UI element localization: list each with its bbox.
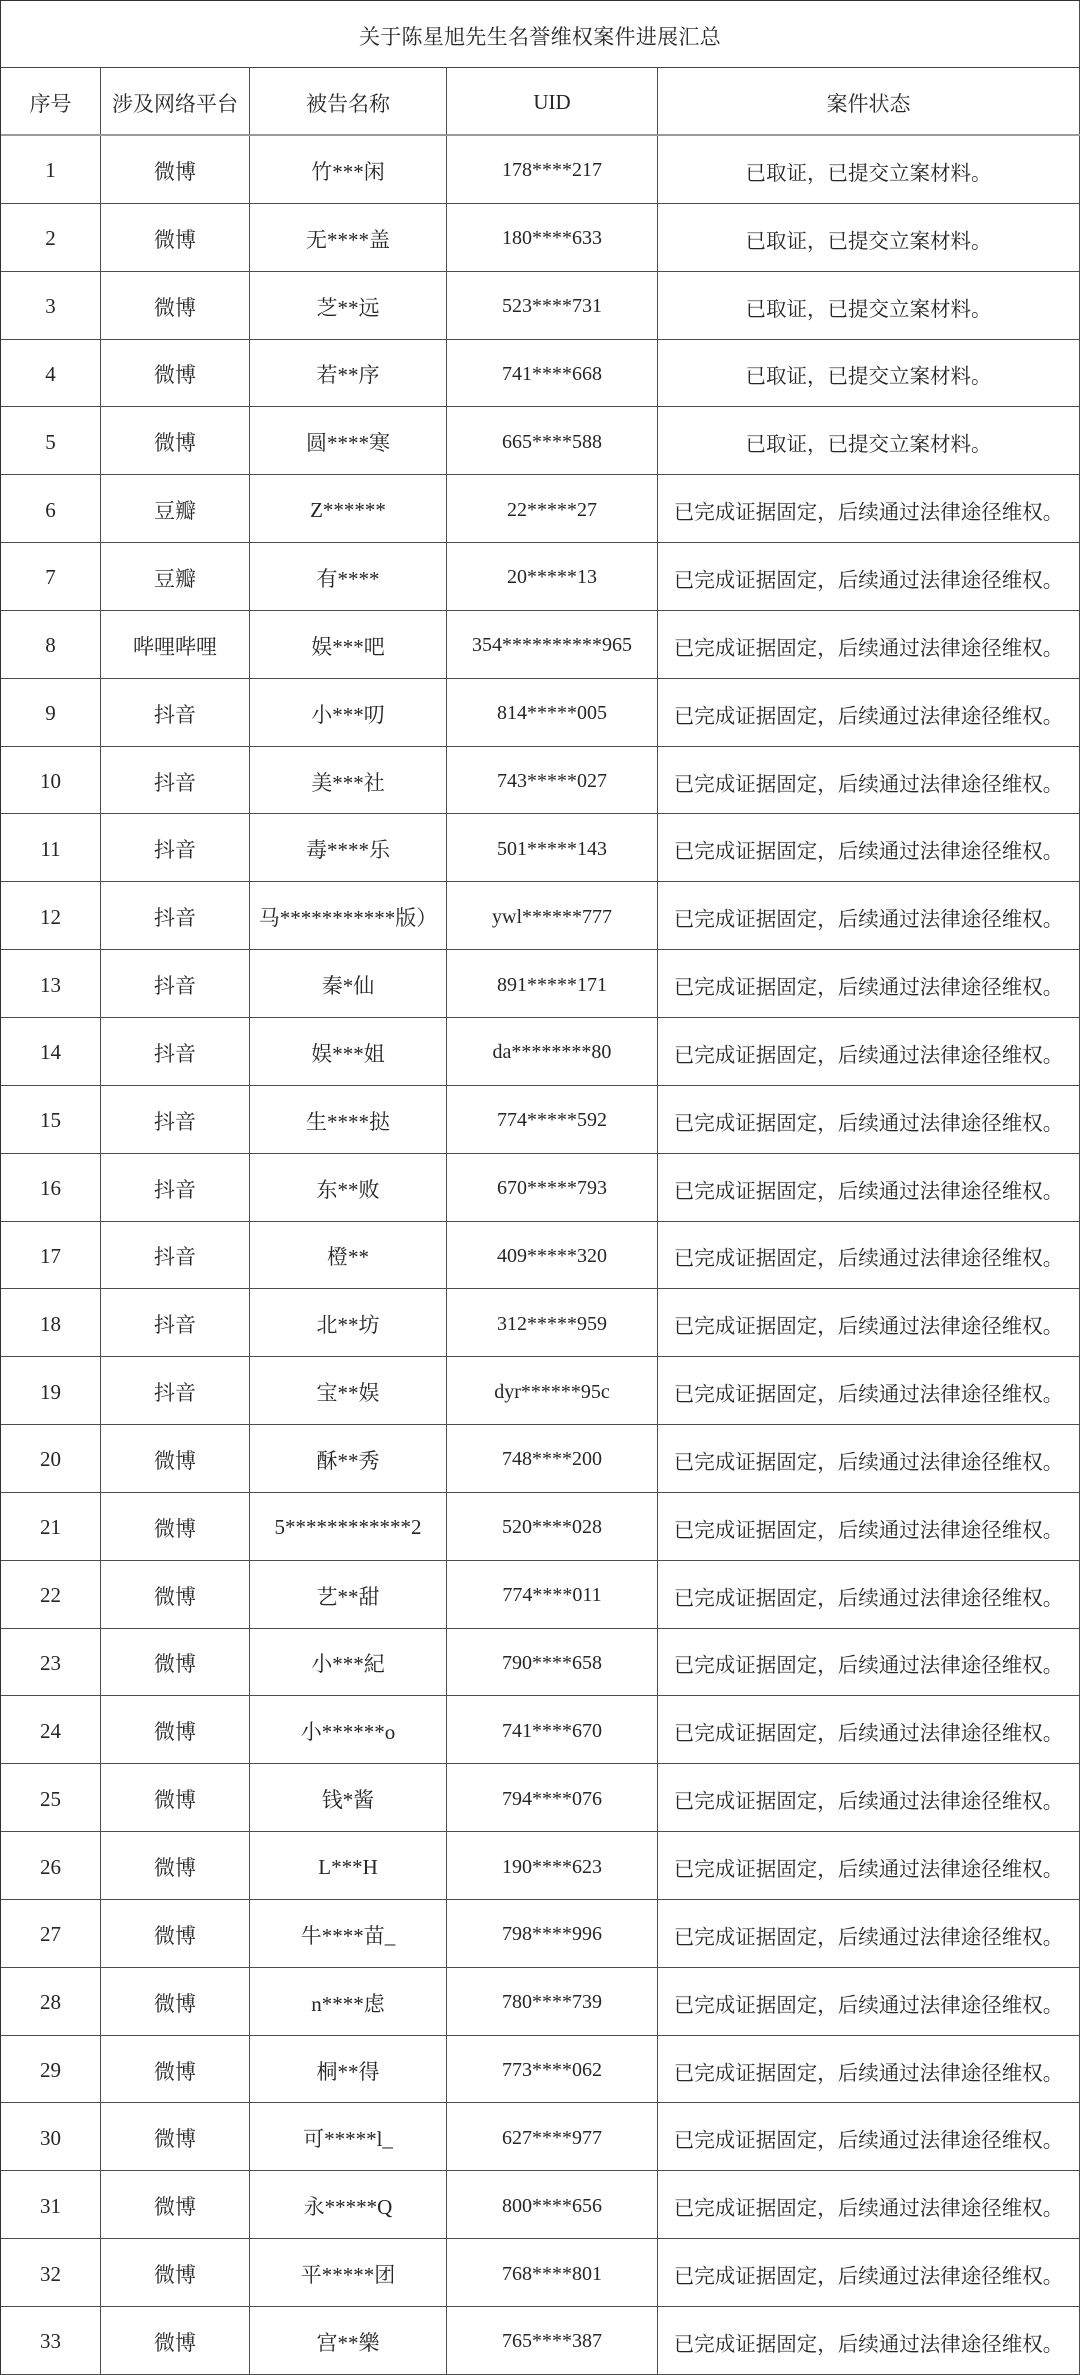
table-row <box>1 2307 1080 2375</box>
row-platform: 抖音 <box>101 1154 250 1221</box>
header-index: 序号 <box>1 68 101 134</box>
row-uid: 748****200 <box>447 1425 658 1492</box>
row-platform: 抖音 <box>101 950 250 1017</box>
row-platform: 抖音 <box>101 1289 250 1356</box>
row-defendant: 秦*仙 <box>250 950 447 1017</box>
row-platform: 抖音 <box>101 1222 250 1289</box>
table-title-row <box>1 1 1080 68</box>
row-status: 已完成证据固定，后续通过法律途径维权。 <box>658 1154 1080 1221</box>
row-status: 已完成证据固定，后续通过法律途径维权。 <box>658 679 1080 746</box>
row-uid: 891*****171 <box>447 950 658 1017</box>
row-uid: 741****670 <box>447 1696 658 1763</box>
row-uid: 814*****005 <box>447 679 658 746</box>
row-index: 7 <box>1 543 101 610</box>
row-status: 已完成证据固定，后续通过法律途径维权。 <box>658 1968 1080 2035</box>
table-row <box>1 2171 1080 2239</box>
row-defendant: L***H <box>250 1832 447 1899</box>
row-platform: 抖音 <box>101 814 250 881</box>
row-uid: 780****739 <box>447 1968 658 2035</box>
row-uid: 180****633 <box>447 204 658 271</box>
row-platform: 微博 <box>101 204 250 271</box>
row-defendant: 毒****乐 <box>250 814 447 881</box>
row-uid: 312*****959 <box>447 1289 658 1356</box>
row-index: 1 <box>1 136 101 203</box>
row-index: 30 <box>1 2103 101 2170</box>
row-index: 6 <box>1 475 101 542</box>
table-row <box>1 1289 1080 1357</box>
row-status: 已取证，已提交立案材料。 <box>658 136 1080 203</box>
row-platform: 微博 <box>101 1629 250 1696</box>
row-uid: 743*****027 <box>447 747 658 814</box>
row-status: 已完成证据固定，后续通过法律途径维权。 <box>658 1493 1080 1560</box>
row-defendant: 小***紀 <box>250 1629 447 1696</box>
row-uid: 790****658 <box>447 1629 658 1696</box>
row-uid: 741****668 <box>447 340 658 407</box>
row-uid: 627****977 <box>447 2103 658 2170</box>
row-platform: 微博 <box>101 407 250 474</box>
header-defendant: 被告名称 <box>250 68 447 134</box>
row-index: 19 <box>1 1357 101 1424</box>
row-index: 2 <box>1 204 101 271</box>
row-platform: 豆瓣 <box>101 475 250 542</box>
row-defendant: 平*****团 <box>250 2239 447 2306</box>
row-uid: 520****028 <box>447 1493 658 1560</box>
row-index: 28 <box>1 1968 101 2035</box>
row-status: 已完成证据固定，后续通过法律途径维权。 <box>658 1086 1080 1153</box>
row-defendant: 小******o <box>250 1696 447 1763</box>
row-status: 已完成证据固定，后续通过法律途径维权。 <box>658 1425 1080 1492</box>
row-index: 21 <box>1 1493 101 1560</box>
row-uid: 798****996 <box>447 1900 658 1967</box>
row-index: 22 <box>1 1561 101 1628</box>
row-defendant: 可*****l_ <box>250 2103 447 2170</box>
row-defendant: 宫**樂 <box>250 2307 447 2374</box>
header-uid: UID <box>447 68 658 134</box>
header-platform: 涉及网络平台 <box>101 68 250 134</box>
row-index: 27 <box>1 1900 101 1967</box>
row-defendant: 美***社 <box>250 747 447 814</box>
row-defendant: 橙** <box>250 1222 447 1289</box>
row-index: 9 <box>1 679 101 746</box>
row-uid: 354**********965 <box>447 611 658 678</box>
row-platform: 微博 <box>101 1832 250 1899</box>
row-platform: 微博 <box>101 1764 250 1831</box>
row-platform: 抖音 <box>101 747 250 814</box>
row-platform: 微博 <box>101 2036 250 2103</box>
row-status: 已完成证据固定，后续通过法律途径维权。 <box>658 814 1080 881</box>
table-row <box>1 272 1080 340</box>
table-row <box>1 950 1080 1018</box>
row-status: 已完成证据固定，后续通过法律途径维权。 <box>658 1289 1080 1356</box>
row-defendant: 若**序 <box>250 340 447 407</box>
row-index: 24 <box>1 1696 101 1763</box>
row-platform: 哔哩哔哩 <box>101 611 250 678</box>
row-defendant: 桐**得 <box>250 2036 447 2103</box>
row-platform: 抖音 <box>101 1086 250 1153</box>
table-header-row <box>1 68 1080 136</box>
row-status: 已完成证据固定，后续通过法律途径维权。 <box>658 882 1080 949</box>
row-index: 18 <box>1 1289 101 1356</box>
row-uid: 773****062 <box>447 2036 658 2103</box>
row-platform: 抖音 <box>101 679 250 746</box>
row-uid: 774****011 <box>447 1561 658 1628</box>
row-uid: 665****588 <box>447 407 658 474</box>
row-index: 32 <box>1 2239 101 2306</box>
row-uid: 774*****592 <box>447 1086 658 1153</box>
row-index: 29 <box>1 2036 101 2103</box>
row-status: 已取证，已提交立案材料。 <box>658 407 1080 474</box>
row-uid: 794****076 <box>447 1764 658 1831</box>
table-row <box>1 1086 1080 1154</box>
row-defendant: 牛****苗_ <box>250 1900 447 1967</box>
row-status: 已完成证据固定，后续通过法律途径维权。 <box>658 1222 1080 1289</box>
table-row <box>1 1154 1080 1222</box>
row-status: 已完成证据固定，后续通过法律途径维权。 <box>658 2171 1080 2238</box>
row-platform: 微博 <box>101 1561 250 1628</box>
row-defendant: 钱*酱 <box>250 1764 447 1831</box>
row-defendant: 有**** <box>250 543 447 610</box>
table-row <box>1 2103 1080 2171</box>
row-index: 13 <box>1 950 101 1017</box>
row-platform: 抖音 <box>101 1357 250 1424</box>
table-row <box>1 1832 1080 1900</box>
row-index: 17 <box>1 1222 101 1289</box>
row-defendant: 小***叨 <box>250 679 447 746</box>
table-row <box>1 1968 1080 2036</box>
row-index: 14 <box>1 1018 101 1085</box>
row-platform: 抖音 <box>101 1018 250 1085</box>
row-index: 31 <box>1 2171 101 2238</box>
row-status: 已完成证据固定，后续通过法律途径维权。 <box>658 1900 1080 1967</box>
row-uid: 22*****27 <box>447 475 658 542</box>
row-status: 已完成证据固定，后续通过法律途径维权。 <box>658 1018 1080 1085</box>
row-defendant: Z****** <box>250 475 447 542</box>
row-status: 已完成证据固定，后续通过法律途径维权。 <box>658 2239 1080 2306</box>
row-defendant: 马***********版） <box>250 882 447 949</box>
row-defendant: 酥**秀 <box>250 1425 447 1492</box>
row-status: 已完成证据固定，后续通过法律途径维权。 <box>658 1832 1080 1899</box>
row-defendant: 永*****Q <box>250 2171 447 2238</box>
row-defendant: 娱***吧 <box>250 611 447 678</box>
row-uid: dyr******95c <box>447 1357 658 1424</box>
row-platform: 微博 <box>101 272 250 339</box>
table-row <box>1 747 1080 815</box>
table-row <box>1 611 1080 679</box>
table-row <box>1 882 1080 950</box>
row-platform: 微博 <box>101 2171 250 2238</box>
row-index: 11 <box>1 814 101 881</box>
row-defendant: 圆****寒 <box>250 407 447 474</box>
table-row <box>1 1222 1080 1290</box>
row-index: 33 <box>1 2307 101 2374</box>
table-row <box>1 475 1080 543</box>
table-row <box>1 814 1080 882</box>
row-index: 5 <box>1 407 101 474</box>
row-uid: 501*****143 <box>447 814 658 881</box>
row-status: 已完成证据固定，后续通过法律途径维权。 <box>658 475 1080 542</box>
row-status: 已完成证据固定，后续通过法律途径维权。 <box>658 950 1080 1017</box>
row-index: 10 <box>1 747 101 814</box>
row-uid: 768****801 <box>447 2239 658 2306</box>
row-defendant: 娱***姐 <box>250 1018 447 1085</box>
row-status: 已取证，已提交立案材料。 <box>658 340 1080 407</box>
row-uid: 523****731 <box>447 272 658 339</box>
row-status: 已完成证据固定，后续通过法律途径维权。 <box>658 1629 1080 1696</box>
row-index: 26 <box>1 1832 101 1899</box>
row-uid: 178****217 <box>447 136 658 203</box>
row-platform: 微博 <box>101 340 250 407</box>
row-uid: 765****387 <box>447 2307 658 2374</box>
row-status: 已完成证据固定，后续通过法律途径维权。 <box>658 2307 1080 2374</box>
row-defendant: 无****盖 <box>250 204 447 271</box>
row-index: 3 <box>1 272 101 339</box>
table-row <box>1 679 1080 747</box>
table-row <box>1 340 1080 408</box>
row-status: 已完成证据固定，后续通过法律途径维权。 <box>658 2036 1080 2103</box>
row-defendant: 竹***闲 <box>250 136 447 203</box>
row-platform: 微博 <box>101 1493 250 1560</box>
table-row <box>1 1561 1080 1629</box>
table-title: 关于陈星旭先生名誉维权案件进展汇总 <box>1 1 1080 67</box>
row-status: 已完成证据固定，后续通过法律途径维权。 <box>658 2103 1080 2170</box>
row-platform: 微博 <box>101 2103 250 2170</box>
row-uid: ywl******777 <box>447 882 658 949</box>
row-uid: 190****623 <box>447 1832 658 1899</box>
row-defendant: n****虑 <box>250 1968 447 2035</box>
row-defendant: 生****挞 <box>250 1086 447 1153</box>
table-row <box>1 204 1080 272</box>
table-row <box>1 1493 1080 1561</box>
row-platform: 微博 <box>101 1968 250 2035</box>
row-platform: 微博 <box>101 2239 250 2306</box>
row-status: 已完成证据固定，后续通过法律途径维权。 <box>658 1696 1080 1763</box>
row-index: 23 <box>1 1629 101 1696</box>
row-platform: 微博 <box>101 1900 250 1967</box>
row-status: 已取证，已提交立案材料。 <box>658 272 1080 339</box>
table-row <box>1 1425 1080 1493</box>
row-status: 已完成证据固定，后续通过法律途径维权。 <box>658 1561 1080 1628</box>
row-defendant: 东**败 <box>250 1154 447 1221</box>
row-status: 已完成证据固定，后续通过法律途径维权。 <box>658 1357 1080 1424</box>
table-row <box>1 1357 1080 1425</box>
table-row <box>1 543 1080 611</box>
row-uid: 670*****793 <box>447 1154 658 1221</box>
row-uid: da********80 <box>447 1018 658 1085</box>
row-defendant: 艺**甜 <box>250 1561 447 1628</box>
table-row <box>1 136 1080 204</box>
row-defendant: 北**坊 <box>250 1289 447 1356</box>
row-platform: 微博 <box>101 1696 250 1763</box>
row-index: 25 <box>1 1764 101 1831</box>
table-row <box>1 2239 1080 2307</box>
table-row <box>1 2036 1080 2104</box>
table-row <box>1 1629 1080 1697</box>
row-index: 16 <box>1 1154 101 1221</box>
row-defendant: 5************2 <box>250 1493 447 1560</box>
row-platform: 抖音 <box>101 882 250 949</box>
row-index: 15 <box>1 1086 101 1153</box>
row-platform: 微博 <box>101 2307 250 2374</box>
row-index: 12 <box>1 882 101 949</box>
row-index: 8 <box>1 611 101 678</box>
row-status: 已完成证据固定，后续通过法律途径维权。 <box>658 1764 1080 1831</box>
row-index: 4 <box>1 340 101 407</box>
row-uid: 800****656 <box>447 2171 658 2238</box>
row-status: 已完成证据固定，后续通过法律途径维权。 <box>658 543 1080 610</box>
table-row <box>1 1764 1080 1832</box>
row-defendant: 芝**远 <box>250 272 447 339</box>
row-status: 已取证，已提交立案材料。 <box>658 204 1080 271</box>
row-status: 已完成证据固定，后续通过法律途径维权。 <box>658 747 1080 814</box>
table-row <box>1 1696 1080 1764</box>
row-status: 已完成证据固定，后续通过法律途径维权。 <box>658 611 1080 678</box>
row-uid: 20*****13 <box>447 543 658 610</box>
row-defendant: 宝**娱 <box>250 1357 447 1424</box>
table-row <box>1 1018 1080 1086</box>
row-index: 20 <box>1 1425 101 1492</box>
table-row <box>1 407 1080 475</box>
table-row <box>1 1900 1080 1968</box>
row-platform: 微博 <box>101 136 250 203</box>
row-platform: 豆瓣 <box>101 543 250 610</box>
row-platform: 微博 <box>101 1425 250 1492</box>
header-status: 案件状态 <box>658 68 1080 134</box>
row-uid: 409*****320 <box>447 1222 658 1289</box>
